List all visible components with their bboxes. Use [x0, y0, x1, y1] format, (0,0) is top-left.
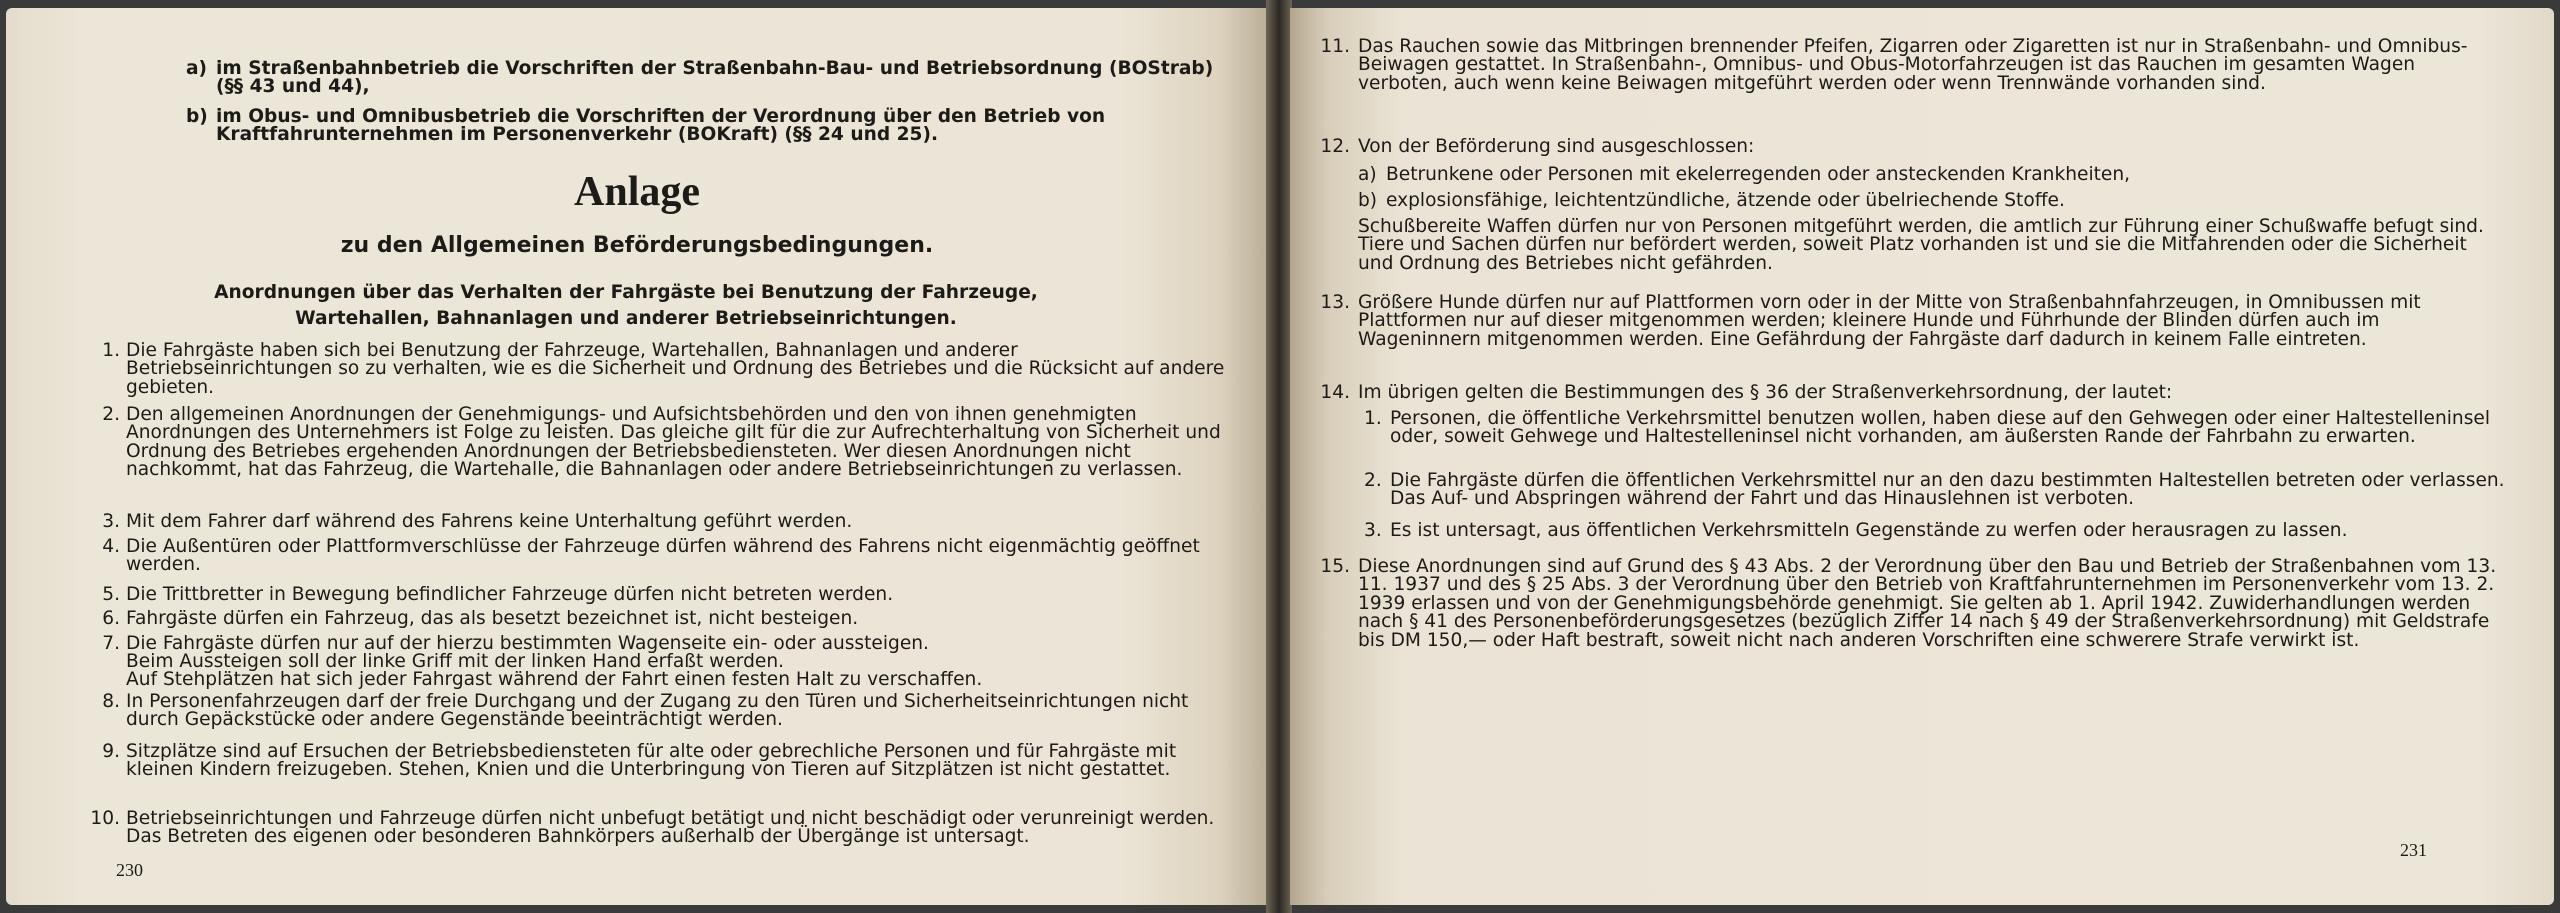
item-text: Den allgemeinen Anordnungen der Genehmigungs- und Aufsichtsbehörden und den von ihnen genehmigten Anordnungen des Unternehmers ist Folge zu leisten. Das gleiche gilt für die zur Aufrechterhaltung von Sicherheit und Ordnung des Betriebes ergehenden Anordnungen der Betriebsbediensteten. Wer diesen Anordnungen nicht nachkommt, hat das Fahrzeug, die Wartehalle, die Bahnanlagen oder andere Betriebseinrichtungen zu verlassen.: [126, 404, 1221, 481]
section-heading: Anordnungen über das Verhalten der Fahrgäste bei Benutzung der Fahrzeuge, Wartehallen, Bahnanlagen und anderer Betriebseinrichtungen.: [214, 282, 1038, 329]
item-number: 13.: [1320, 292, 1350, 313]
item-number: 14.: [1320, 382, 1350, 403]
sub-item-number: 2.: [1364, 470, 1382, 491]
sub-item-marker: b): [1358, 190, 1378, 211]
item-number: 1.: [102, 340, 120, 361]
item-number: 10.: [90, 808, 120, 829]
intro-b-text: im Obus- und Omnibusbetrieb die Vorschriften der Verordnung über den Betrieb von Kraftfahrunternehmen im Personenverkehr (BOKraft) (§§ 24 und 25).: [216, 106, 1106, 146]
left-page: [6, 8, 1268, 905]
sub-item-text: Die Fahrgäste dürfen die öffentlichen Verkehrsmittel nur an den dazu bestimmten Haltestellen betreten oder verlassen. Das Auf- und Abspringen während der Fahrt und das Hinauslehnen ist verboten.: [1390, 470, 2505, 510]
item-number: 4.: [102, 536, 120, 557]
item-text: Die Trittbretter in Bewegung befindlicher Fahrzeuge dürfen nicht betreten werden.: [126, 584, 894, 605]
item-text: Von der Beförderung sind ausgeschlossen:: [1358, 136, 1755, 157]
item-text: Größere Hunde dürfen nur auf Plattformen vorn oder in der Mitte von Straßenbahnfahrzeugen, in Omnibussen mit Plattformen nur auf dieser mitgenommen werden; kleinere Hunde und Führhunde der Blinden dürfen auch im Wageninnern mitgenommen werden. Eine Gefährdung der Fahrgäste darf dadurch in keinem Falle eintreten.: [1358, 292, 2421, 350]
intro-a-marker: a): [186, 58, 208, 79]
item-number: 7.: [102, 633, 120, 654]
sub-item-marker: a): [1358, 164, 1377, 185]
item-text: Im übrigen gelten die Bestimmungen des § 36 der Straßenverkehrsordnung, der lautet:: [1358, 382, 2173, 403]
sub-item-text: explosionsfähige, leichtentzündliche, ätzende oder übelriechende Stoffe.: [1386, 190, 2065, 211]
item-text: Beim Aussteigen soll der linke Griff mit der linken Hand erfaßt werden.: [126, 651, 785, 672]
item-number: 12.: [1320, 136, 1350, 157]
item-number: 11.: [1320, 36, 1350, 57]
item-number: 8.: [102, 691, 120, 712]
page-number: 231: [2400, 840, 2427, 860]
right-page: [1290, 8, 2554, 905]
item-text: Die Fahrgäste dürfen nur auf der hierzu bestimmten Wagenseite ein- oder aussteigen.: [126, 633, 929, 654]
item-text: Die Außentüren oder Plattformverschlüsse der Fahrzeuge dürfen während des Fahrens nicht eigenmächtig geöffnet werden.: [126, 536, 1200, 576]
item-number: 9.: [102, 741, 120, 762]
item-text: Die Fahrgäste haben sich bei Benutzung der Fahrzeuge, Wartehallen, Bahnanlagen und anderer Betriebseinrichtungen so zu verhalten, wie es die Sicherheit und Ordnung des Betriebes und die Rücksicht auf andere gebieten.: [126, 340, 1225, 398]
item-number: 5.: [102, 584, 120, 605]
item-text: Fahrgäste dürfen ein Fahrzeug, das als besetzt bezeichnet ist, nicht besteigen.: [126, 608, 859, 629]
sub-item-text: Es ist untersagt, aus öffentlichen Verkehrsmitteln Gegenstände zu werfen oder herausragen zu lassen.: [1390, 520, 2348, 541]
item-number: 3.: [102, 511, 120, 532]
intro-a-text: im Straßenbahnbetrieb die Vorschriften der Straßenbahn-Bau- und Betriebsordnung (BOStrab) (§§ 43 und 44),: [216, 58, 1214, 98]
sub-item-number: 3.: [1364, 520, 1382, 541]
paragraph: Schußbereite Waffen dürfen nur von Personen mitgeführt werden, die amtlich zur Führung einer Schußwaffe befugt sind. Tiere und Sachen dürfen nur befördert werden, soweit Platz vorhanden ist und sie die Mitfahrenden oder die Sicherheit und Ordnung des Betriebes nicht gefährden.: [1358, 216, 2484, 274]
item-text: Das Rauchen sowie das Mitbringen brennender Pfeifen, Zigarren oder Zigaretten ist nur in Straßenbahn- und Omnibus-Beiwagen gestattet. In Straßenbahn-, Omnibus- und Obus-Motorfahrzeugen ist das Rauchen im gesamten Wagen verboten, auch wenn keine Beiwagen mitgeführt werden oder wenn Trennwände vorhanden sind.: [1358, 36, 2468, 94]
item-text: Auf Stehplätzen hat sich jeder Fahrgast während der Fahrt einen festen Halt zu verschaffen.: [126, 669, 983, 690]
sub-item-text: Betrunkene oder Personen mit ekelerregenden oder ansteckenden Krankheiten,: [1386, 164, 2131, 185]
item-number: 6.: [102, 608, 120, 629]
page-title: Anlage: [574, 169, 700, 215]
page-subtitle: zu den Allgemeinen Beförderungsbedingungen.: [340, 233, 934, 258]
sub-item-text: Personen, die öffentliche Verkehrsmittel benutzen wollen, haben diese auf den Gehwegen oder einer Haltestelleninsel oder, soweit Gehwege und Haltestelleninsel nicht vorhanden, am äußersten Rande der Fahrbahn zu erwarten.: [1390, 408, 2490, 448]
item-number: 15.: [1320, 556, 1350, 577]
book-gutter: [1266, 0, 1292, 913]
item-text: In Personenfahrzeugen darf der freie Durchgang und der Zugang zu den Türen und Sicherheitseinrichtungen nicht durch Gepäckstücke oder andere Gegenstände beeinträchtigt werden.: [126, 691, 1189, 731]
item-text: Betriebseinrichtungen und Fahrzeuge dürfen nicht unbefugt betätigt und nicht beschädigt oder verunreinigt werden. Das Betreten des eigenen oder besonderen Bahnkörpers außerhalb der Übergänge ist untersagt.: [126, 808, 1215, 848]
intro-b-marker: b): [186, 106, 208, 127]
item-text: Sitzplätze sind auf Ersuchen der Betriebsbediensteten für alte oder gebrechliche Personen und für Fahrgäste mit kleinen Kindern freizugeben. Stehen, Knien und die Unterbringung von Tieren auf Sitzplätzen ist nicht gestattet.: [126, 741, 1177, 781]
item-text: Mit dem Fahrer darf während des Fahrens keine Unterhaltung geführt werden.: [126, 511, 853, 532]
sub-item-number: 1.: [1364, 408, 1382, 429]
item-number: 2.: [102, 404, 120, 425]
item-text: Diese Anordnungen sind auf Grund des § 43 Abs. 2 der Verordnung über den Bau und Betrieb der Straßenbahnen vom 13. 11. 1937 und des § 25 Abs. 3 der Verordnung über den Betrieb von Kraftfahrunternehmen im Personenverkehr vom 13. 2. 1939 erlassen und von der Genehmigungsbehörde genehmigt. Sie gelten ab 1. April 1942. Zuwiderhandlungen werden nach § 41 des Personenbeförderungsgesetzes (bezüglich Ziffer 14 nach § 49 der Straßenverkehrsordnung) mit Geldstrafe bis DM 150,— oder Haft bestraft, soweit nicht nach anderen Vorschriften eine schwerere Strafe verwirkt ist.: [1358, 556, 2497, 651]
page-number: 230: [116, 860, 143, 880]
